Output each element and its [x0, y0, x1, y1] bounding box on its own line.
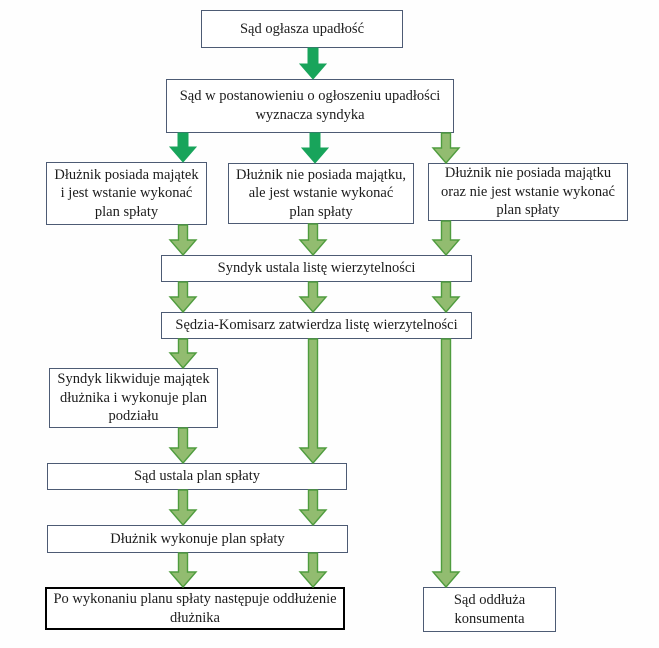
- node-sad-ustala-plan-splaty: [47, 463, 347, 490]
- arrow-d-e-r: [430, 282, 462, 312]
- arrow-a-b: [297, 48, 329, 79]
- arrow-g-h-l: [167, 490, 199, 525]
- arrow-b-c2: [299, 133, 331, 163]
- node-dluznik-posiada-majatek: [46, 162, 207, 225]
- node-sad-wyznacza-syndyka: [166, 79, 454, 133]
- arrow-c1-d: [167, 225, 199, 255]
- arrow-c2-d: [297, 224, 329, 255]
- arrow-e-f: [167, 339, 199, 368]
- node-sad-oglasza-upadlosc: [201, 10, 403, 48]
- arrow-h-i-l: [167, 553, 199, 587]
- node-dluznik-wykonuje-plan-splaty: [47, 525, 348, 553]
- node-label: Sąd oddłuża konsumenta: [453, 591, 526, 627]
- node-label: Syndyk likwiduje majątek dłużnika i wykonuje plan podziału: [57, 371, 210, 425]
- node-label: Sąd ogłasza upadłość: [239, 20, 365, 37]
- arrow-d-e-c: [297, 282, 329, 312]
- node-sad-oddluza-konsumenta: [423, 587, 556, 632]
- arrow-f-g: [167, 428, 199, 463]
- node-syndyk-likwiduje-majatek: [49, 368, 218, 428]
- node-label: Sąd w postanowieniu o ogłoszeniu upadłości wyznacza syndyka: [179, 88, 441, 123]
- arrow-b-c1: [167, 133, 199, 162]
- node-label: Dłużnik posiada majątek i jest wstanie wykonać plan spłaty: [54, 166, 199, 220]
- arrow-c3-d: [430, 221, 462, 255]
- node-sedzia-komisarz-zatwierdza: [161, 312, 472, 339]
- node-label: Dłużnik nie posiada majątku oraz nie jest wstanie wykonać plan spłaty: [441, 165, 615, 219]
- node-label: Dłużnik wykonuje plan spłaty: [110, 530, 285, 547]
- arrow-g-h-c: [297, 490, 329, 525]
- arrow-d-e-l: [167, 282, 199, 312]
- node-label: Sędzia-Komisarz zatwierdza listę wierzytelności: [175, 317, 458, 334]
- node-label: Po wykonaniu planu spłaty następuje oddłużenie dłużnika: [53, 590, 337, 626]
- node-dluznik-nie-posiada-majatku-oraz: [428, 163, 628, 221]
- node-label: Sąd ustala plan spłaty: [133, 468, 261, 485]
- node-oddluzenie-dluznika: [45, 587, 345, 630]
- node-label: Syndyk ustala listę wierzytelności: [217, 260, 416, 277]
- node-dluznik-nie-posiada-majatku-ale: [228, 163, 414, 224]
- arrow-h-i-c: [297, 553, 329, 587]
- node-label: Dłużnik nie posiada majątku, ale jest wstanie wykonać plan spłaty: [236, 166, 406, 220]
- arrow-e-j: [430, 339, 462, 587]
- node-syndyk-ustala-liste: [161, 255, 472, 282]
- arrow-b-c3: [430, 133, 462, 163]
- arrow-e-g: [297, 339, 329, 463]
